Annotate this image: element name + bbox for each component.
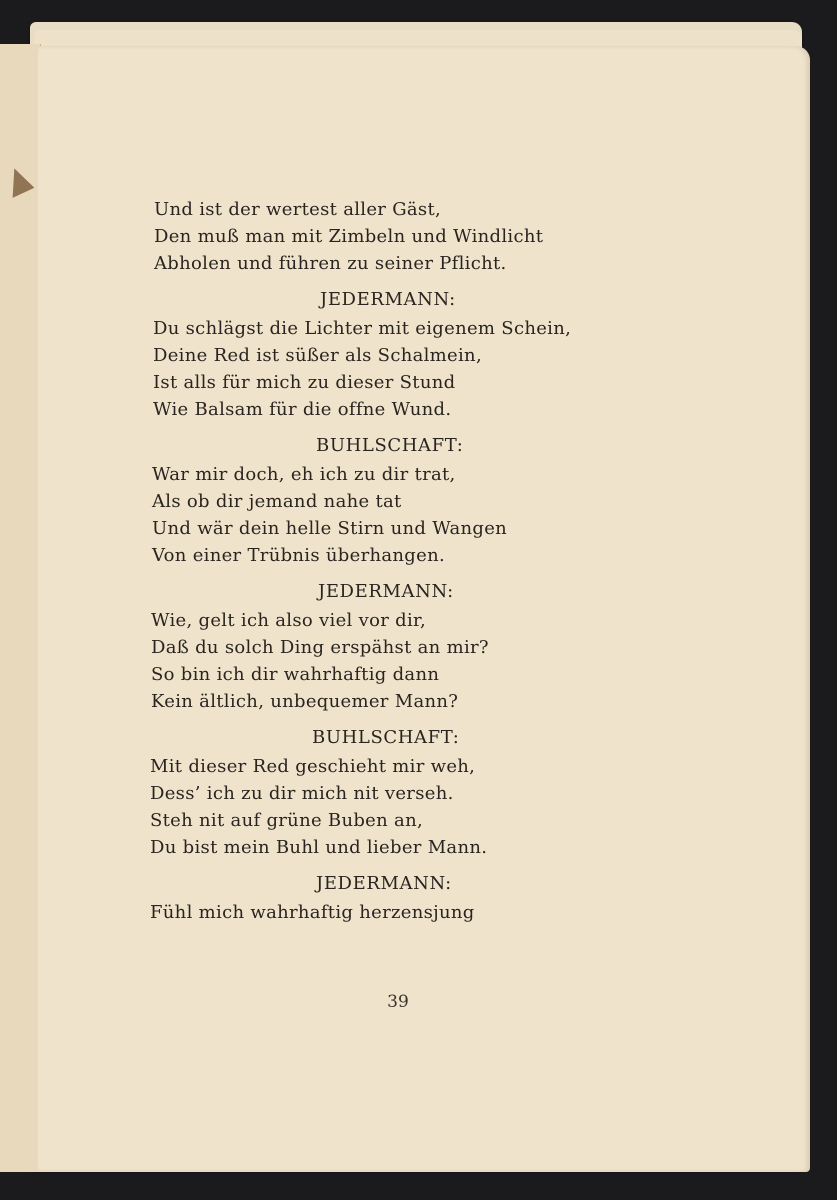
verse-line: Ist alls für mich zu dieser Stund (153, 372, 456, 393)
verse-text (150, 196, 710, 926)
stanza (150, 431, 710, 569)
speaker-name: BUHLSCHAFT: (312, 727, 460, 748)
verse-line: Wie Balsam für die offne Wund. (153, 399, 452, 420)
speaker-name: JEDERMANN: (320, 289, 456, 310)
verse-line: Du schlägst die Lichter mit eigenem Schein, (153, 318, 572, 339)
verse-line: So bin ich dir wahrhaftig dann (151, 664, 440, 685)
book-page (38, 46, 810, 1172)
left-page-edge (0, 44, 41, 1172)
verse-line: Abholen und führen zu seiner Pflicht. (154, 253, 507, 274)
verse-line: Dess’ ich zu dir mich nit verseh. (150, 783, 454, 804)
stanza (150, 723, 710, 861)
verse-line: Du bist mein Buhl und lieber Mann. (150, 837, 488, 858)
verse-line: Den muß man mit Zimbeln und Windlicht (154, 226, 544, 247)
verse-line: Und ist der wertest aller Gäst, (154, 199, 442, 220)
verse-line: War mir doch, eh ich zu dir trat, (152, 464, 456, 485)
verse-line: Kein ältlich, unbequemer Mann? (151, 691, 459, 712)
verse-line: Mit dieser Red geschieht mir weh, (150, 756, 476, 777)
speaker-name: JEDERMANN: (316, 873, 452, 894)
page-number: 39 (387, 992, 409, 1012)
verse-line: Und wär dein helle Stirn und Wangen (152, 518, 508, 539)
stanza (150, 196, 710, 277)
verse-line: Wie, gelt ich also viel vor dir, (151, 610, 426, 631)
verse-line: Fühl mich wahrhaftig herzensjung (150, 902, 475, 923)
stanza (150, 285, 710, 423)
stanza (150, 869, 710, 926)
verse-line: Deine Red ist süßer als Schalmein, (153, 345, 482, 366)
verse-line: Als ob dir jemand nahe tat (152, 491, 402, 512)
speaker-name: JEDERMANN: (318, 581, 454, 602)
verse-line: Von einer Trübnis überhangen. (152, 545, 445, 566)
speaker-name: BUHLSCHAFT: (316, 435, 464, 456)
verse-line: Steh nit auf grüne Buben an, (150, 810, 423, 831)
stanza (150, 577, 710, 715)
verse-line: Daß du solch Ding erspähst an mir? (151, 637, 489, 658)
